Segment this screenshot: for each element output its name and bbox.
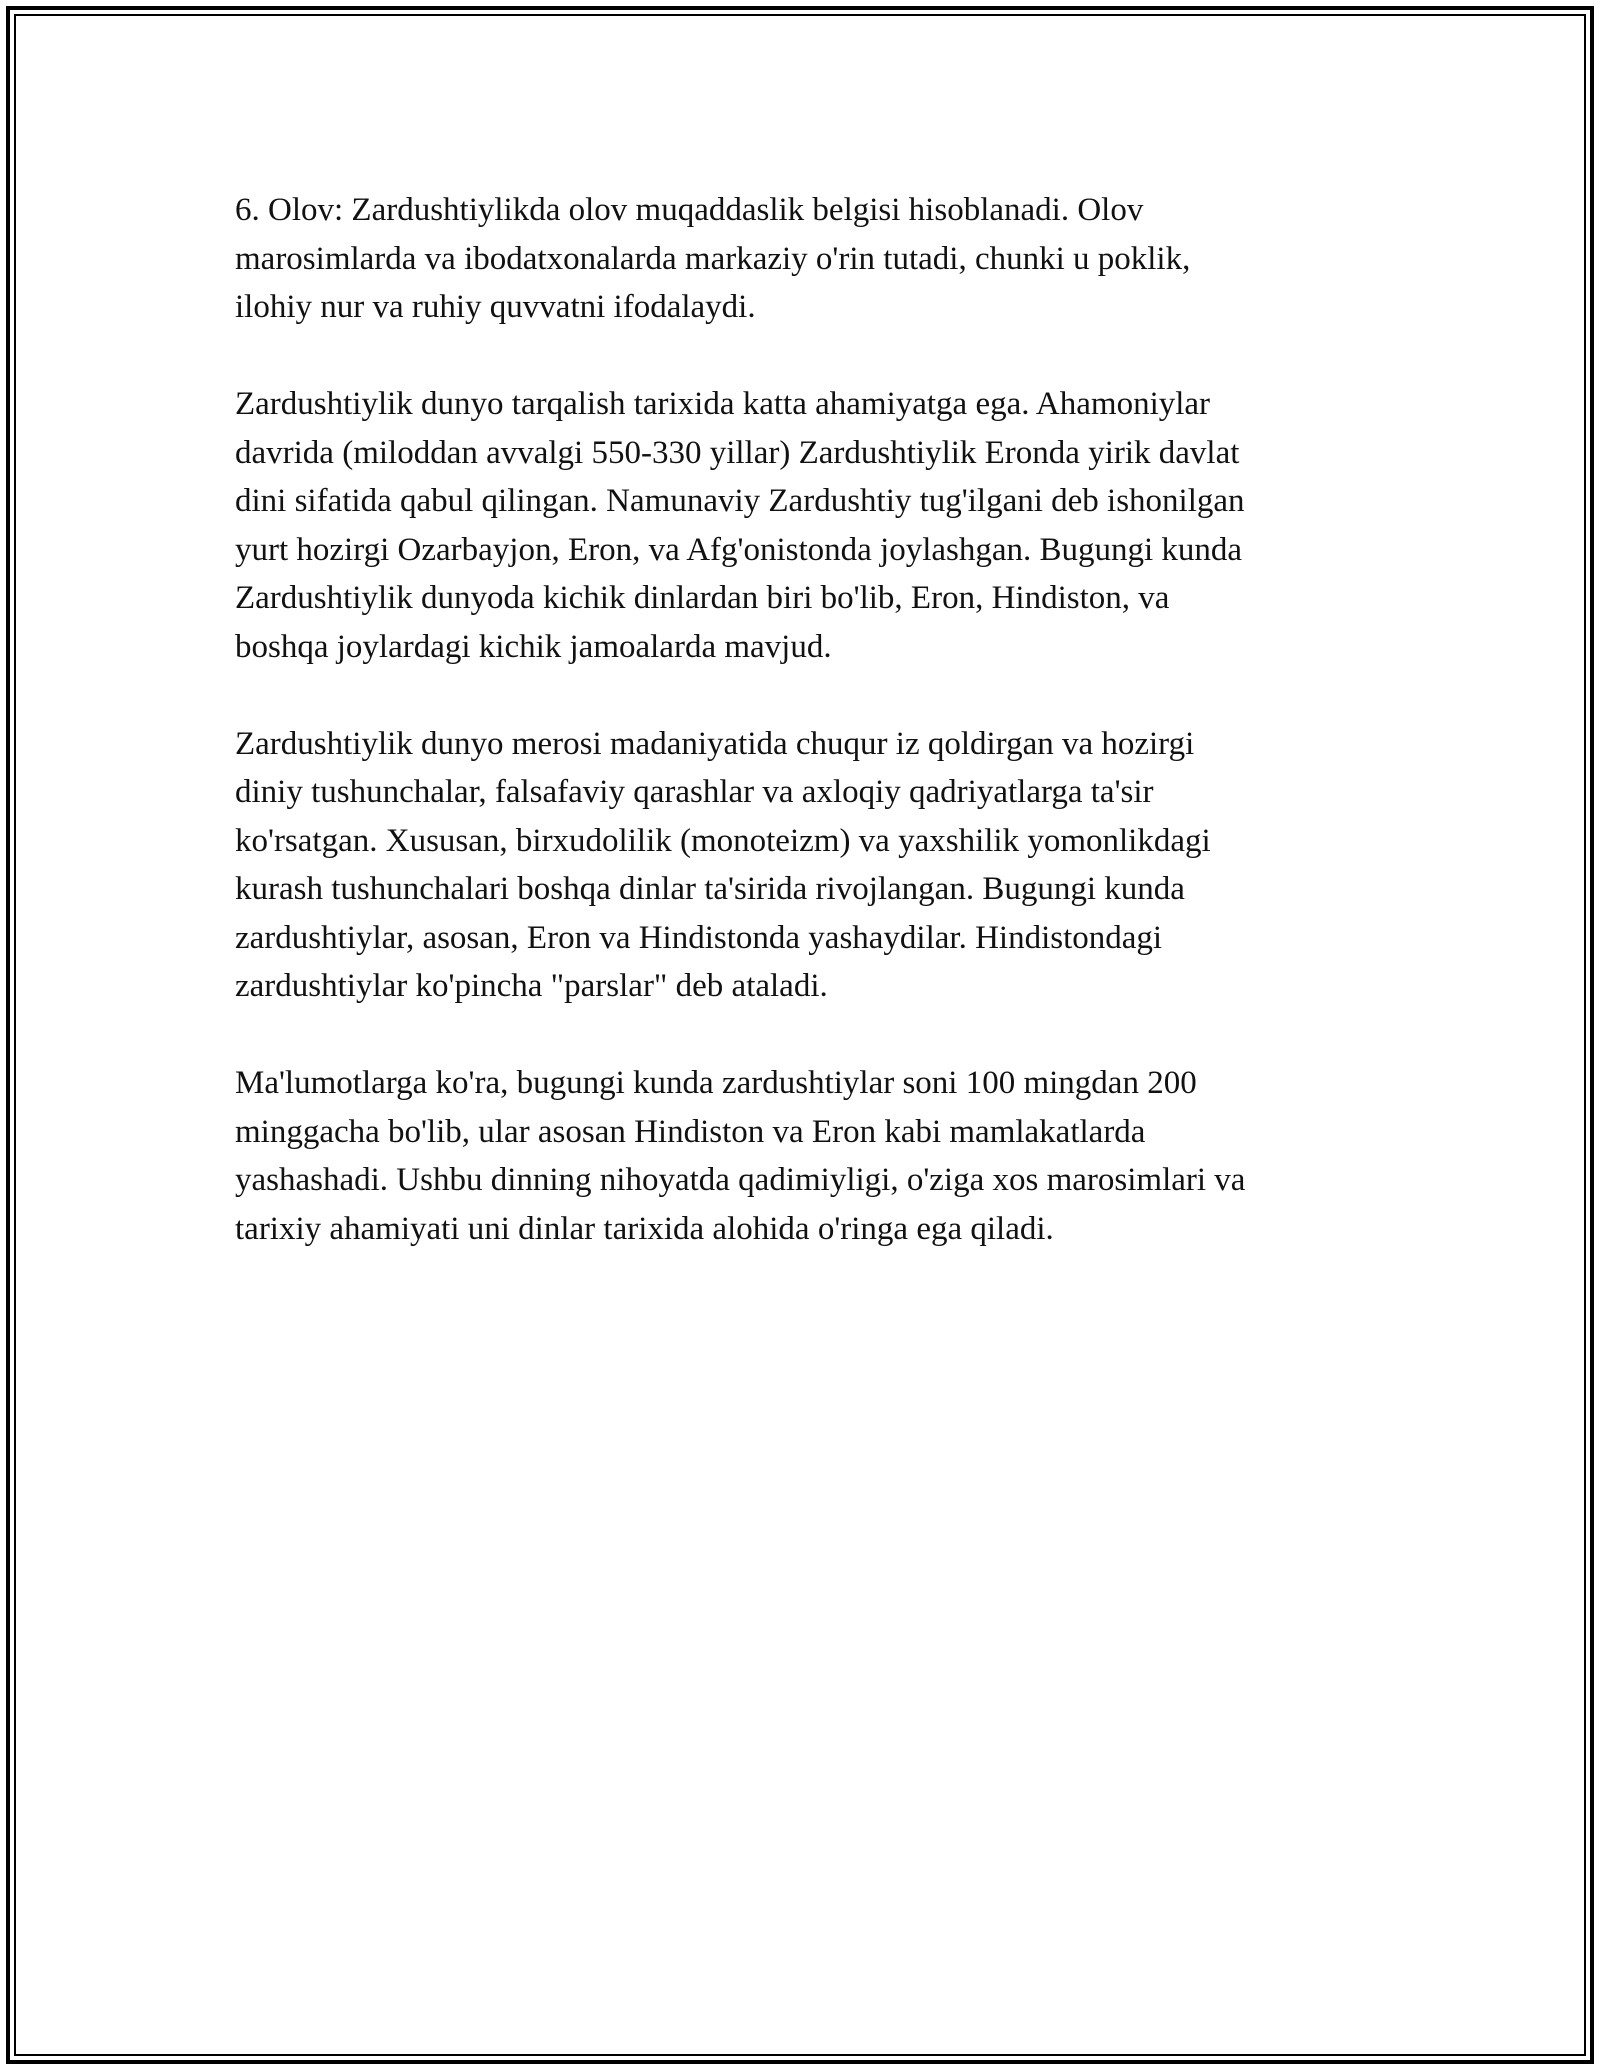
- text-line: zardushtiylar ko'pincha "parslar" deb ataladi.: [235, 968, 828, 1004]
- text-line: minggacha bo'lib, ular asosan Hindiston va Eron kabi mamlakatlarda: [235, 1113, 1146, 1150]
- text-line: Zardushtiylik dunyo tarqalish tarixida katta ahamiyatga ega. Ahamoniylar: [235, 386, 1211, 422]
- text-line: 6. Olov: Zardushtiylikda olov muqaddaslik belgisi hisoblanadi. Olov: [235, 192, 1144, 228]
- paragraph-spread-history: [235, 380, 1375, 671]
- text-line: marosimlarda va ibodatxonalarda markaziy o'rin tutadi, chunki u poklik,: [235, 240, 1191, 277]
- text-line: zardushtiylar, asosan, Eron va Hindistonda yashaydilar. Hindistondagi: [235, 919, 1163, 956]
- document-body: [235, 186, 1375, 1302]
- paragraph-population: [235, 1059, 1375, 1253]
- text-line: Ma'lumotlarga ko'ra, bugungi kunda zardushtiylar soni 100 mingdan 200: [235, 1065, 1197, 1101]
- text-line: tarixiy ahamiyati uni dinlar tarixida alohida o'ringa ega qiladi.: [235, 1210, 1054, 1247]
- text-line: boshqa joylardagi kichik jamoalarda mavjud.: [235, 628, 832, 665]
- paragraph-cultural-legacy: [235, 720, 1375, 1011]
- paragraph-fire: [235, 186, 1375, 332]
- text-line: Zardushtiylik dunyoda kichik dinlardan biri bo'lib, Eron, Hindiston, va: [235, 580, 1170, 616]
- text-line: diniy tushunchalar, falsafaviy qarashlar va axloqiy qadriyatlarga ta'sir: [235, 774, 1154, 810]
- text-line: davrida (miloddan avvalgi 550-330 yillar) Zardushtiylik Eronda yirik davlat: [235, 434, 1240, 471]
- text-line: kurash tushunchalari boshqa dinlar ta'sirida rivojlangan. Bugungi kunda: [235, 871, 1185, 907]
- text-line: ko'rsatgan. Xususan, birxudolilik (monoteizm) va yaxshilik yomonlikdagi: [235, 822, 1211, 859]
- text-line: ilohiy nur va ruhiy quvvatni ifodalaydi.: [235, 289, 756, 325]
- text-line: yashashadi. Ushbu dinning nihoyatda qadimiyligi, o'ziga xos marosimlari va: [235, 1162, 1246, 1198]
- text-line: dini sifatida qabul qilingan. Namunaviy Zardushtiy tug'ilgani deb ishonilgan: [235, 483, 1245, 519]
- text-line: yurt hozirgi Ozarbayjon, Eron, va Afg'onistonda joylashgan. Bugungi kunda: [235, 531, 1243, 568]
- text-line: Zardushtiylik dunyo merosi madaniyatida chuqur iz qoldirgan va hozirgi: [235, 725, 1195, 762]
